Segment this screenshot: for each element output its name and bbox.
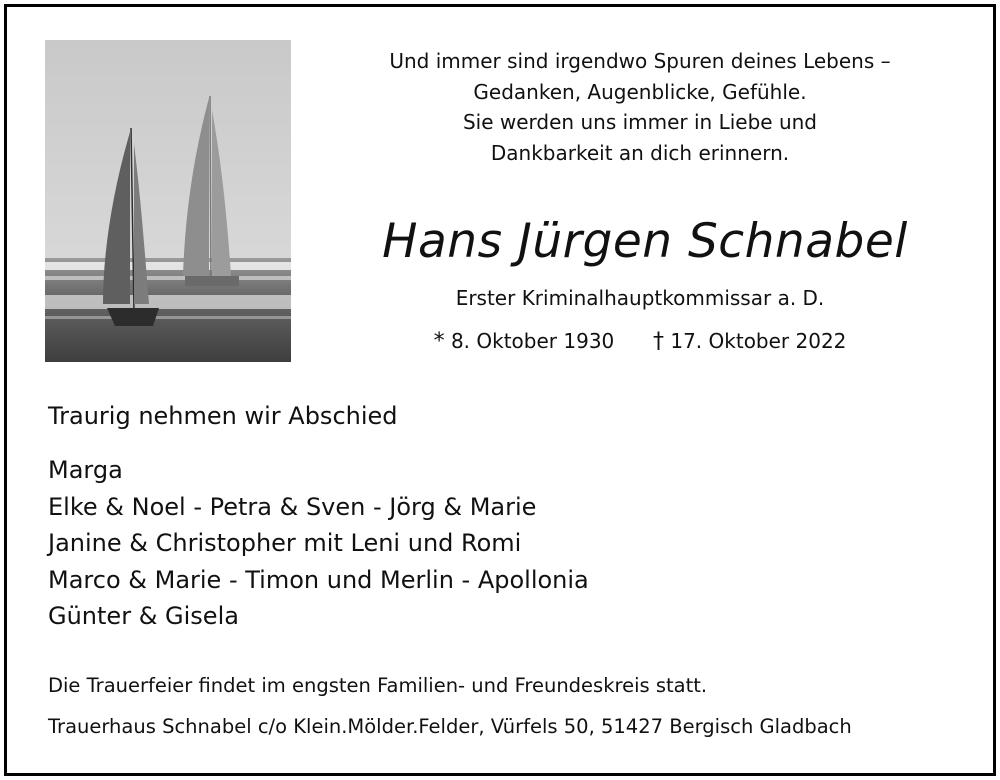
mourner-line: Janine & Christopher mit Leni und Romi — [48, 529, 522, 557]
death-date: 17. Oktober 2022 — [670, 329, 847, 353]
poem-line: Dankbarkeit an dich erinnern. — [490, 140, 790, 165]
mourner-line: Günter & Gisela — [48, 602, 239, 630]
deceased-name: Hans Jürgen Schnabel — [382, 214, 908, 269]
poem-line: Sie werden uns immer in Liebe und — [462, 110, 817, 134]
poem-verse — [330, 46, 950, 168]
mourning-address: Trauerhaus Schnabel c/o Klein.Mölder.Felder, Vürfels 50, 51427 Bergisch Gladbach — [48, 715, 852, 738]
poem-line: Gedanken, Augenblicke, Gefühle. — [473, 79, 807, 104]
mourners-list — [48, 452, 589, 635]
life-dates — [330, 326, 950, 357]
sailboats-photo — [45, 40, 291, 362]
poem-line: Und immer sind irgendwo Spuren deines Lebens – — [389, 49, 891, 73]
birth-date: 8. Oktober 1930 — [450, 329, 615, 353]
deceased-title: Erster Kriminalhauptkommissar a. D. — [455, 286, 825, 310]
funeral-notice: Die Trauerfeier findet im engsten Familien- und Freundeskreis statt. — [48, 674, 708, 697]
mourner-line: Marga — [48, 456, 123, 484]
birth-star-icon: * — [433, 329, 445, 354]
death-cross-icon: † — [653, 329, 664, 354]
farewell-heading: Traurig nehmen wir Abschied — [48, 402, 398, 430]
mourner-line: Marco & Marie - Timon und Merlin - Apollonia — [48, 565, 589, 594]
mourner-line: Elke & Noel - Petra & Sven - Jörg & Marie — [48, 492, 537, 521]
